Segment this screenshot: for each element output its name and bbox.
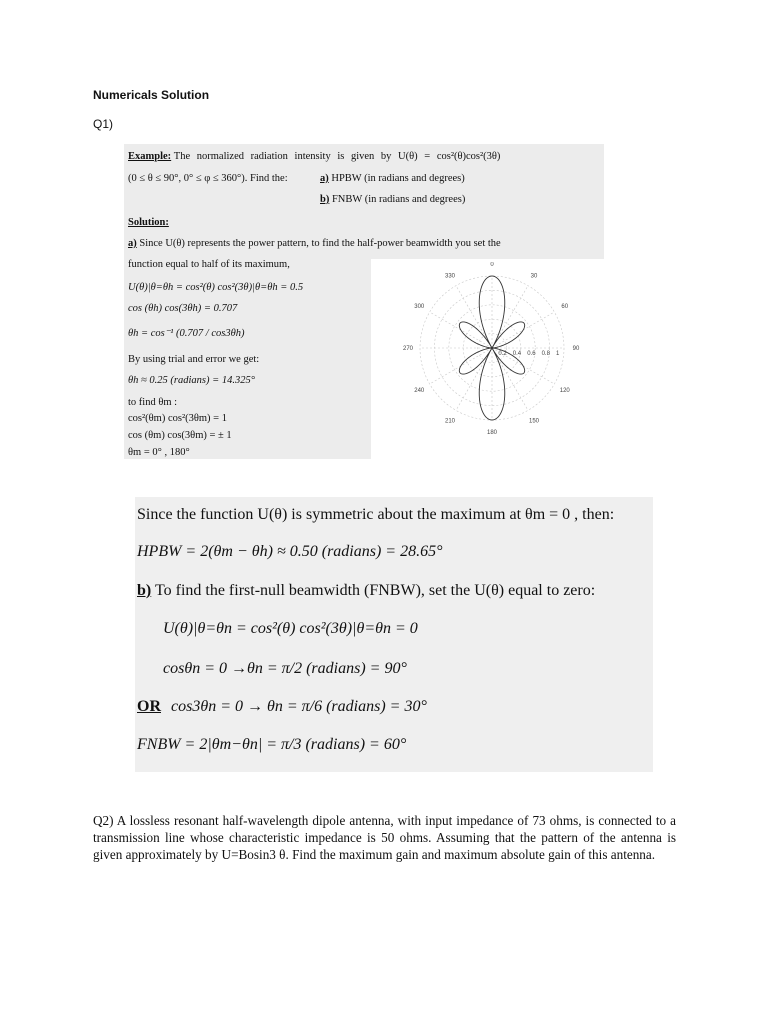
part-b-heading: b) xyxy=(137,582,152,599)
solution-a-label: a) xyxy=(128,238,137,249)
angle-tick-label: 210 xyxy=(444,418,456,425)
example-part-a xyxy=(320,173,465,184)
polar-spoke xyxy=(456,348,492,410)
angle-tick-label: 270 xyxy=(402,346,414,352)
radial-tick-label: 1 xyxy=(556,351,560,357)
radial-tick-label: 0.6 xyxy=(527,351,536,357)
radiation-pattern-curve xyxy=(459,276,524,420)
page-heading: Numericals Solution xyxy=(93,88,210,102)
fnbw-result: FNBW = 2|θm−θn| = π/3 (radians) = 60° xyxy=(137,736,407,753)
radial-tick-label: 0.4 xyxy=(512,351,522,357)
angle-tick-label: 300 xyxy=(414,304,425,310)
cos3-theta-equation: cos3θn = 0 → θn = π/6 (radians) = 30° xyxy=(171,698,427,715)
example-label: Example: xyxy=(128,151,172,162)
angle-tick-label: 240 xyxy=(414,388,425,394)
radial-tick-label: 0.2 xyxy=(498,351,507,357)
polar-pattern-plot xyxy=(362,262,620,454)
example-line-2: (0 ≤ θ ≤ 90°, 0° ≤ φ ≤ 360°). Find the: xyxy=(128,173,288,184)
find-theta-m-text: to find θm : xyxy=(128,397,178,408)
example-part-b xyxy=(320,194,465,205)
radial-tick-label: 0.8 xyxy=(541,351,550,357)
example-statement: The normalized radiation intensity is given by U(θ) = cos²(θ)cos²(3θ) xyxy=(173,151,501,162)
angle-tick-label: 150 xyxy=(528,418,540,425)
equation-theta-m-3: θm = 0° , 180° xyxy=(128,447,190,458)
angle-tick-label: 120 xyxy=(559,388,570,394)
polar-spoke xyxy=(492,286,528,348)
part-b-line xyxy=(137,582,595,600)
part-a-label: a) xyxy=(320,173,329,184)
cos-theta-n-equation: cosθn = 0 →θn = π/2 (radians) = 90° xyxy=(163,660,407,677)
part-a-text: HPBW (in radians and degrees) xyxy=(331,173,465,184)
example-line-1 xyxy=(128,151,500,162)
angle-tick-label: 90 xyxy=(572,346,580,352)
hpbw-result: HPBW = 2(θm − θh) ≈ 0.50 (radians) = 28.65° xyxy=(137,543,443,560)
polar-spoke xyxy=(492,348,528,410)
question-2-text: Q2) A lossless resonant half-wavelength dipole antenna, with input impedance of 73 ohms, is connected to a transmission line whose characteristic impedance is 50 ohms. Assuming that the pattern of the antenna is given approximately by U=Bosin3 θ. Find the maximum gain and maximum absolute gain of this antenna. xyxy=(93,813,676,862)
equation-theta-m-1: cos²(θm) cos²(3θm) = 1 xyxy=(128,413,227,424)
part-b-instruction: To find the first-null beamwidth (FNBW), set the U(θ) equal to zero: xyxy=(154,582,596,599)
equation-theta-h-result: θh ≈ 0.25 (radians) = 14.325° xyxy=(128,375,255,386)
question-1-label: Q1) xyxy=(93,117,114,131)
angle-tick-label: 330 xyxy=(444,273,456,280)
trial-error-text: By using trial and error we get: xyxy=(128,354,260,365)
angle-tick-label: 0 xyxy=(490,262,494,268)
part-b-label: b) xyxy=(320,194,330,205)
solution-label: Solution: xyxy=(128,217,169,228)
angle-tick-label: 60 xyxy=(561,304,569,310)
angle-tick-label: 180 xyxy=(486,430,498,436)
fnbw-equation: U(θ)|θ=θn = cos²(θ) cos²(3θ)|θ=θn = 0 xyxy=(163,620,418,637)
angle-tick-label: 30 xyxy=(530,273,538,280)
equation-theta-h: θh = cos⁻¹ (0.707 / cos3θh) xyxy=(128,328,245,339)
equation-cos-product: cos (θh) cos(3θh) = 0.707 xyxy=(128,303,238,314)
part-b-text: FNBW (in radians and degrees) xyxy=(331,194,466,205)
equation-theta-m-2: cos (θm) cos(3θm) = ± 1 xyxy=(128,430,232,441)
or-label: OR xyxy=(137,698,161,715)
symmetry-text: Since the function U(θ) is symmetric about the maximum at θm = 0 , then: xyxy=(137,506,615,523)
polar-spoke xyxy=(456,286,492,348)
alternative-line xyxy=(137,698,427,716)
solution-line-1 xyxy=(128,238,602,249)
solution-line-2: function equal to half of its maximum, xyxy=(128,259,290,270)
equation-half-power: U(θ)|θ=θh = cos²(θ) cos²(3θ)|θ=θh = 0.5 xyxy=(128,282,304,293)
solution-a-text: Since U(θ) represents the power pattern, to find the half-power beamwidth you set the xyxy=(139,238,501,249)
